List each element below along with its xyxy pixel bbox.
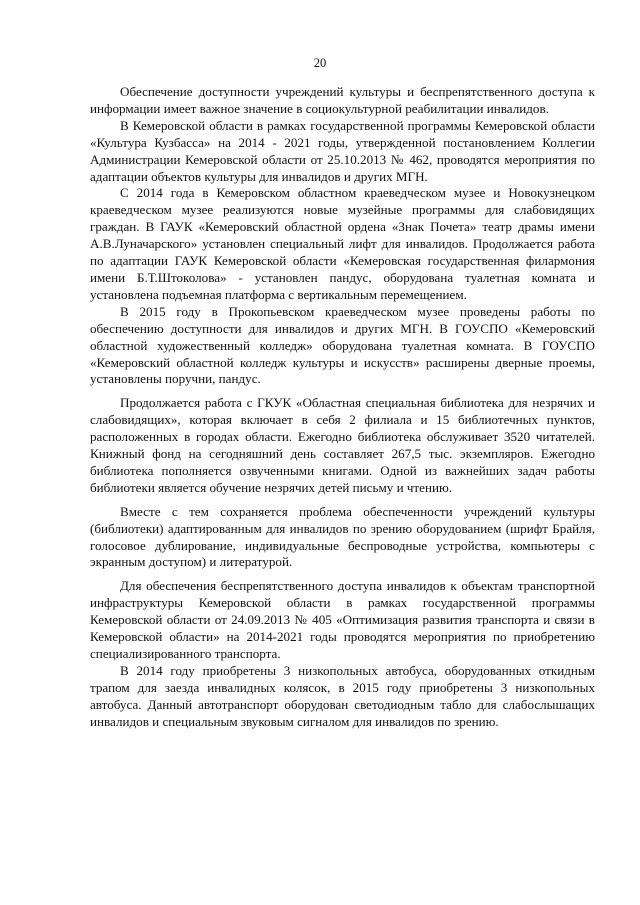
paragraph-transport-program: Для обеспечения беспрепятственного доступа инвалидов к объектам транспортной инфраструктуры Кемеровской области в рамках государственной программы Кемеровской области от 24.09.2013 № 405 «Оптимизация развития транспорта и связи в Кемеровской области» на 2014-2021 годы проводятся мероприятия по приобретению специализированного транспорта. xyxy=(90,578,595,661)
paragraph-accessibility-intro: Обеспечение доступности учреждений культуры и беспрепятственного доступа к информации имеет важное значение в социокультурной реабилитации инвалидов. xyxy=(90,84,595,116)
body-text xyxy=(90,84,595,731)
paragraph-buses: В 2014 году приобретены 3 низкопольных автобуса, оборудованных откидным трапом для заезда инвалидных колясок, в 2015 году приобретены 3 низкопольных автобуса. Данный автотранспорт оборудован светодиодным табло для слабослышащих инвалидов и специальным звуковым сигналом для инвалидов по зрению. xyxy=(90,662,595,729)
paragraph-equipment-problem: Вместе с тем сохраняется проблема обеспеченности учреждений культуры (библиотеки) адаптированным для инвалидов по зрению оборудованием (шрифт Брайля, голосовое дублирование, индивидуальные беспроводные устройства, компьютеры с экранным доступом) и литературой. xyxy=(90,503,595,570)
paragraph-special-library: Продолжается работа с ГКУК «Областная специальная библиотека для незрячих и слабовидящих», которая включает в себя 2 филиала и 15 библиотечных пунктов, расположенных в городах области. Ежегодно библиотека обслуживает 3520 читателей. Книжный фонд на сегодняшний день составляет 267,5 тыс. экземпляров. Ежегодно библиотека пополняется озвученными книгами. Одной из важнейших задач работы библиотеки является обучение незрячих детей письму и чтению. xyxy=(90,395,595,495)
page-number: 20 xyxy=(313,56,327,70)
paragraph-museums-theatre: С 2014 года в Кемеровском областном краеведческом музее и Новокузнецком краеведческом музее реализуются новые музейные программы для слабовидящих граждан. В ГАУК «Кемеровский областной ордена «Знак Почета» театр драмы имени А.В.Луначарского» установлен специальный лифт для инвалидов. Продолжается работа по адаптации ГАУК Кемеровской области «Кемеровская государственная филармония имени Б.Т.Штоколова» - установлен пандус, оборудована туалетная комната и установлена подъемная платформа с вертикальным перемещением. xyxy=(90,185,595,302)
paragraph-culture-program: В Кемеровской области в рамках государственной программы Кемеровской области «Культура Кузбасса» на 2014 - 2021 годы, утвержденной постановлением Коллегии Администрации Кемеровской области от 25.10.2013 № 462, проводятся мероприятия по адаптации объектов культуры для инвалидов и других МГН. xyxy=(90,117,595,184)
paragraph-2015-works: В 2015 году в Прокопьевском краеведческом музее проведены работы по обеспечению доступности для инвалидов и других МГН. В ГОУСПО «Кемеровский областной художественный колледж» оборудована туалетная комната. В ГОУСПО «Кемеровский областной колледж культуры и искусств» расширены дверные проемы, установлены поручни, пандус. xyxy=(90,303,595,387)
